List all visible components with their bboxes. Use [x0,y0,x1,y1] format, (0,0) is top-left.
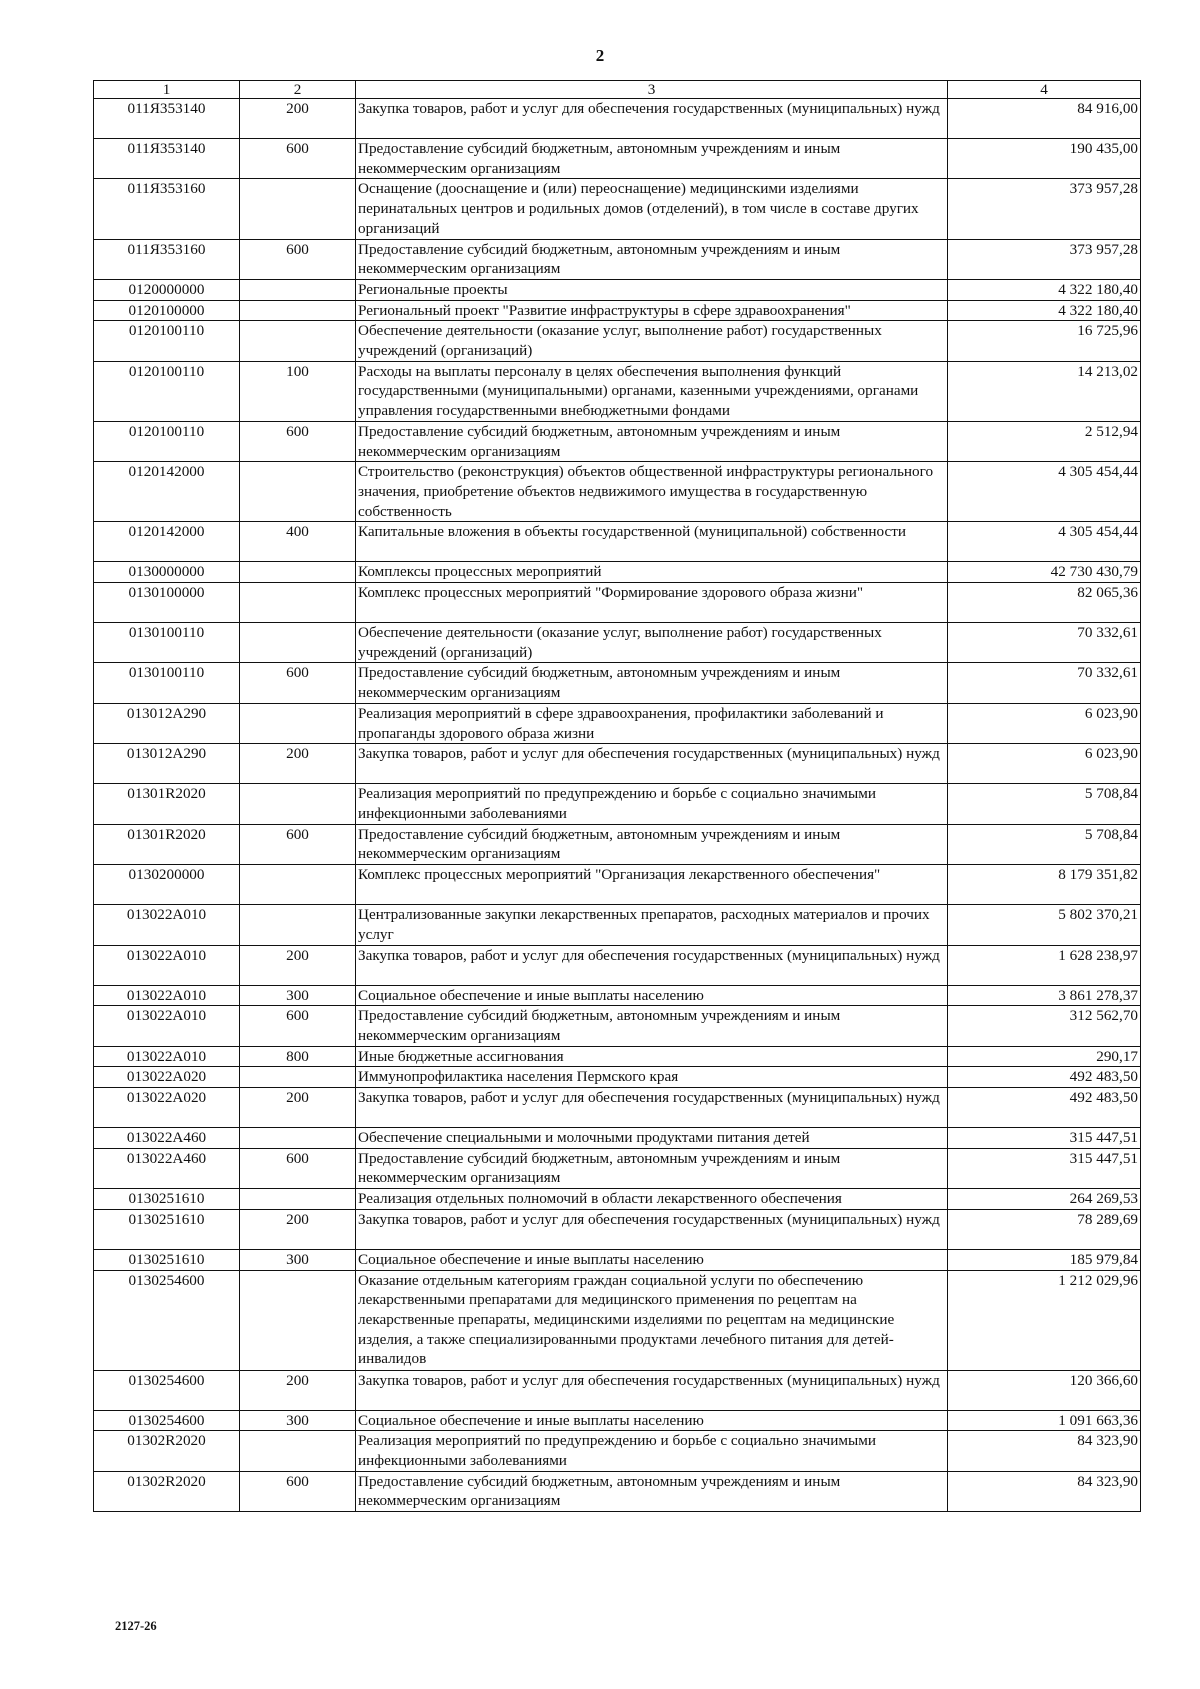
row-amount: 4 322 180,40 [948,279,1141,300]
table-row [94,1088,1141,1128]
row-amount: 6 023,90 [948,703,1141,743]
row-kind [240,462,356,522]
row-amount: 5 708,84 [948,784,1141,824]
row-amount: 84 916,00 [948,99,1141,139]
table-row [94,1471,1141,1511]
row-kind: 200 [240,1209,356,1249]
table-row [94,945,1141,985]
row-kind: 600 [240,1006,356,1046]
row-code: 0130254600 [94,1370,240,1410]
row-amount: 312 562,70 [948,1006,1141,1046]
row-code: 0130254600 [94,1410,240,1431]
row-kind: 200 [240,99,356,139]
row-amount: 16 725,96 [948,321,1141,361]
row-amount: 70 332,61 [948,623,1141,663]
row-description: Оснащение (дооснащение и (или) переоснащение) медицинскими изделиями перинатальных центров и родильных домов (отделений), в том числе в составе других организаций [356,179,948,239]
row-description: Реализация мероприятий в сфере здравоохранения, профилактики заболеваний и пропаганды здорового образа жизни [356,703,948,743]
row-description: Комплекс процессных мероприятий "Организация лекарственного обеспечения" [356,865,948,905]
row-description: Закупка товаров, работ и услуг для обеспечения государственных (муниципальных) нужд [356,1370,948,1410]
row-amount: 315 447,51 [948,1128,1141,1149]
row-kind: 600 [240,1148,356,1188]
row-description: Обеспечение деятельности (оказание услуг, выполнение работ) государственных учреждений (организаций) [356,321,948,361]
row-kind: 200 [240,945,356,985]
row-kind [240,583,356,623]
document-id: 2127-26 [115,1619,157,1633]
row-code: 011Я353140 [94,99,240,139]
row-kind [240,865,356,905]
table-row [94,1128,1141,1149]
row-description: Строительство (реконструкция) объектов общественной инфраструктуры регионального значения, приобретение объектов недвижимого имущества в государственную собственность [356,462,948,522]
row-code: 0130200000 [94,865,240,905]
table-row [94,1046,1141,1067]
row-kind [240,562,356,583]
row-kind [240,321,356,361]
row-description: Предоставление субсидий бюджетным, автономным учреждениям и иным некоммерческим организациям [356,421,948,461]
table-row [94,1189,1141,1210]
column-header-code: 1 [94,81,240,99]
row-code: 011Я353140 [94,139,240,179]
row-amount: 4 305 454,44 [948,462,1141,522]
table-row [94,1431,1141,1471]
row-amount: 185 979,84 [948,1249,1141,1270]
row-amount: 78 289,69 [948,1209,1141,1249]
row-amount: 70 332,61 [948,663,1141,703]
row-kind: 300 [240,1410,356,1431]
row-code: 013012A290 [94,744,240,784]
budget-table [93,80,1141,1512]
row-description: Реализация мероприятий по предупреждению и борьбе с социально значимыми инфекционными заболеваниями [356,1431,948,1471]
row-code: 0130000000 [94,562,240,583]
table-row [94,1006,1141,1046]
table-row [94,865,1141,905]
table-row [94,1249,1141,1270]
row-description: Предоставление субсидий бюджетным, автономным учреждениям и иным некоммерческим организациям [356,139,948,179]
row-code: 0130100110 [94,663,240,703]
row-code: 013022A460 [94,1128,240,1149]
row-description: Капитальные вложения в объекты государственной (муниципальной) собственности [356,522,948,562]
row-kind: 600 [240,1471,356,1511]
row-amount: 1 628 238,97 [948,945,1141,985]
table-row [94,279,1141,300]
row-description: Реализация отдельных полномочий в области лекарственного обеспечения [356,1189,948,1210]
row-kind [240,300,356,321]
table-row [94,421,1141,461]
row-kind: 100 [240,361,356,421]
row-code: 01302R2020 [94,1471,240,1511]
row-description: Закупка товаров, работ и услуг для обеспечения государственных (муниципальных) нужд [356,1209,948,1249]
row-kind: 300 [240,1249,356,1270]
row-description: Расходы на выплаты персоналу в целях обеспечения выполнения функций государственными (муниципальными) органами, казенными учреждениями, органами управления государственными внебюджетными фондами [356,361,948,421]
table-row [94,139,1141,179]
row-kind: 800 [240,1046,356,1067]
row-amount: 4 322 180,40 [948,300,1141,321]
row-amount: 82 065,36 [948,583,1141,623]
row-description: Предоставление субсидий бюджетным, автономным учреждениям и иным некоммерческим организациям [356,1006,948,1046]
table-row [94,824,1141,864]
table-row [94,1370,1141,1410]
row-code: 0130100110 [94,623,240,663]
row-description: Обеспечение специальными и молочными продуктами питания детей [356,1128,948,1149]
row-amount: 264 269,53 [948,1189,1141,1210]
row-description: Комплекс процессных мероприятий "Формирование здорового образа жизни" [356,583,948,623]
row-description: Региональный проект "Развитие инфраструктуры в сфере здравоохранения" [356,300,948,321]
row-kind: 600 [240,824,356,864]
row-amount: 5 802 370,21 [948,905,1141,945]
row-code: 01301R2020 [94,824,240,864]
row-kind [240,1270,356,1370]
row-code: 013022A010 [94,905,240,945]
table-row [94,1067,1141,1088]
row-kind: 600 [240,139,356,179]
row-description: Реализация мероприятий по предупреждению и борьбе с социально значимыми инфекционными заболеваниями [356,784,948,824]
row-code: 013022A460 [94,1148,240,1188]
table-row [94,1270,1141,1370]
row-amount: 84 323,90 [948,1471,1141,1511]
row-kind: 200 [240,744,356,784]
row-kind: 200 [240,1370,356,1410]
row-amount: 1 091 663,36 [948,1410,1141,1431]
row-code: 013022A010 [94,945,240,985]
row-description: Предоставление субсидий бюджетным, автономным учреждениям и иным некоммерческим организациям [356,1148,948,1188]
row-description: Закупка товаров, работ и услуг для обеспечения государственных (муниципальных) нужд [356,945,948,985]
row-amount: 42 730 430,79 [948,562,1141,583]
page-number: 2 [595,46,605,65]
table-row [94,361,1141,421]
row-kind [240,703,356,743]
table-row [94,663,1141,703]
row-amount: 8 179 351,82 [948,865,1141,905]
row-amount: 3 861 278,37 [948,985,1141,1006]
row-code: 0120100110 [94,361,240,421]
row-description: Обеспечение деятельности (оказание услуг, выполнение работ) государственных учреждений (организаций) [356,623,948,663]
column-header-amount: 4 [948,81,1141,99]
row-description: Предоставление субсидий бюджетным, автономным учреждениям и иным некоммерческим организациям [356,663,948,703]
table-row [94,985,1141,1006]
row-code: 0130251610 [94,1189,240,1210]
table-row [94,239,1141,279]
row-code: 0120100000 [94,300,240,321]
row-amount: 14 213,02 [948,361,1141,421]
table-row [94,99,1141,139]
row-description: Региональные проекты [356,279,948,300]
row-code: 0130254600 [94,1270,240,1370]
table-row [94,1410,1141,1431]
table-row [94,179,1141,239]
row-kind: 200 [240,1088,356,1128]
row-description: Комплексы процессных мероприятий [356,562,948,583]
row-code: 013022A010 [94,1046,240,1067]
table-row [94,1209,1141,1249]
table-row [94,1148,1141,1188]
row-kind [240,1067,356,1088]
table-row [94,623,1141,663]
row-amount: 290,17 [948,1046,1141,1067]
row-description: Предоставление субсидий бюджетным, автономным учреждениям и иным некоммерческим организациям [356,824,948,864]
row-description: Социальное обеспечение и иные выплаты населению [356,1410,948,1431]
table-row [94,321,1141,361]
row-kind: 600 [240,239,356,279]
row-amount: 315 447,51 [948,1148,1141,1188]
row-kind [240,623,356,663]
row-code: 0130251610 [94,1209,240,1249]
row-kind [240,279,356,300]
row-code: 013022A020 [94,1067,240,1088]
row-code: 013022A010 [94,1006,240,1046]
row-description: Социальное обеспечение и иные выплаты населению [356,985,948,1006]
row-description: Предоставление субсидий бюджетным, автономным учреждениям и иным некоммерческим организациям [356,239,948,279]
row-code: 01301R2020 [94,784,240,824]
table-row [94,300,1141,321]
row-amount: 6 023,90 [948,744,1141,784]
row-code: 0120142000 [94,522,240,562]
row-kind [240,1189,356,1210]
row-description: Иммунопрофилактика населения Пермского края [356,1067,948,1088]
row-code: 0120100110 [94,321,240,361]
row-code: 013022A020 [94,1088,240,1128]
row-code: 011Я353160 [94,239,240,279]
table-row [94,562,1141,583]
row-amount: 190 435,00 [948,139,1141,179]
table-row [94,703,1141,743]
row-code: 01302R2020 [94,1431,240,1471]
table-row [94,905,1141,945]
row-amount: 5 708,84 [948,824,1141,864]
row-amount: 84 323,90 [948,1431,1141,1471]
table-row [94,583,1141,623]
row-code: 013012A290 [94,703,240,743]
row-amount: 4 305 454,44 [948,522,1141,562]
row-code: 0120000000 [94,279,240,300]
row-amount: 492 483,50 [948,1088,1141,1128]
table-row [94,522,1141,562]
table-row [94,462,1141,522]
row-kind: 400 [240,522,356,562]
row-kind [240,784,356,824]
row-description: Закупка товаров, работ и услуг для обеспечения государственных (муниципальных) нужд [356,99,948,139]
row-description: Закупка товаров, работ и услуг для обеспечения государственных (муниципальных) нужд [356,744,948,784]
row-kind [240,1128,356,1149]
row-kind [240,179,356,239]
row-kind: 600 [240,421,356,461]
table-header-row [94,81,1141,99]
row-amount: 120 366,60 [948,1370,1141,1410]
row-amount: 373 957,28 [948,179,1141,239]
table-row [94,784,1141,824]
row-amount: 2 512,94 [948,421,1141,461]
row-description: Закупка товаров, работ и услуг для обеспечения государственных (муниципальных) нужд [356,1088,948,1128]
row-kind [240,1431,356,1471]
row-description: Иные бюджетные ассигнования [356,1046,948,1067]
row-code: 0120100110 [94,421,240,461]
row-code: 0130100000 [94,583,240,623]
row-amount: 373 957,28 [948,239,1141,279]
row-code: 011Я353160 [94,179,240,239]
column-header-description: 3 [356,81,948,99]
column-header-kind: 2 [240,81,356,99]
row-description: Централизованные закупки лекарственных препаратов, расходных материалов и прочих услуг [356,905,948,945]
row-code: 0120142000 [94,462,240,522]
row-amount: 492 483,50 [948,1067,1141,1088]
row-kind [240,905,356,945]
row-code: 013022A010 [94,985,240,1006]
row-kind: 300 [240,985,356,1006]
row-kind: 600 [240,663,356,703]
row-description: Предоставление субсидий бюджетным, автономным учреждениям и иным некоммерческим организациям [356,1471,948,1511]
row-amount: 1 212 029,96 [948,1270,1141,1370]
row-code: 0130251610 [94,1249,240,1270]
row-description: Социальное обеспечение и иные выплаты населению [356,1249,948,1270]
row-description: Оказание отдельным категориям граждан социальной услуги по обеспечению лекарственными препаратами для медицинского применения по рецептам на лекарственные препараты, медицинскими изделиями по рецептам на медицинские изделия, а также специализированными продуктами лечебного питания для детей-инвалидов [356,1270,948,1370]
table-row [94,744,1141,784]
